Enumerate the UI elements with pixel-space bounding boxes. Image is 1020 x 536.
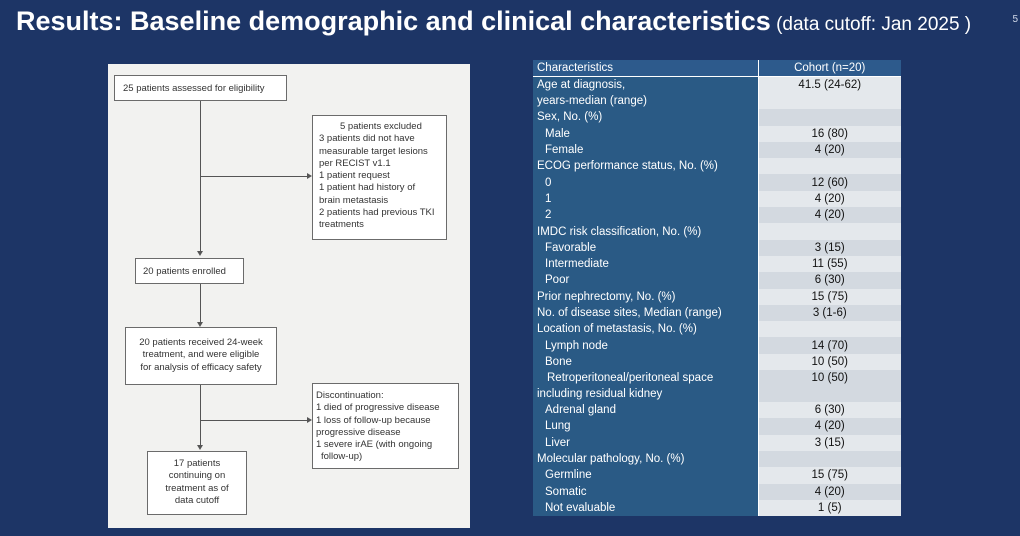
row-value: 10 (50): [758, 370, 901, 402]
flow-box-received: [125, 327, 277, 385]
row-label-text: Liver: [545, 436, 570, 449]
flow-box-excluded: [312, 115, 447, 240]
flow-received-line: treatment, and were eligible: [142, 349, 260, 361]
row-value: 3 (15): [758, 435, 901, 451]
flow-box-discontinuation: [312, 383, 459, 469]
table-row: [533, 402, 901, 418]
flow-discontinuation-line: 1 died of progressive disease: [316, 402, 440, 414]
row-value: 1 (5): [758, 500, 901, 516]
row-label-text: 0: [545, 176, 552, 189]
flow-excluded-line: 1 patient had history of: [319, 182, 416, 194]
row-label-text: IMDC risk classification, No. (%): [537, 225, 702, 238]
row-label: [533, 500, 758, 516]
row-value: [758, 158, 901, 174]
corner-mark: 5: [1012, 14, 1018, 25]
flow-excluded-line: per RECIST v1.1: [319, 157, 391, 169]
row-label: [533, 370, 758, 402]
row-label-text: Female: [545, 144, 584, 157]
row-value: 41.5 (24-62): [758, 77, 901, 110]
characteristics-table: [533, 60, 901, 516]
row-value: 15 (75): [758, 289, 901, 305]
row-label: [533, 126, 758, 142]
flow-excluded-line: brain metastasis: [319, 194, 389, 206]
row-value: 4 (20): [758, 418, 901, 434]
flow-box-assessed: [114, 75, 287, 101]
row-label-text: Retroperitoneal/peritoneal space: [547, 372, 714, 385]
row-label-text: Male: [545, 127, 570, 140]
header-cohort: Cohort (n=20): [758, 60, 901, 77]
row-value: 16 (80): [758, 126, 901, 142]
table-row: [533, 484, 901, 500]
row-label-text: 1: [545, 192, 552, 205]
table-row: [533, 126, 901, 142]
row-value: 6 (30): [758, 402, 901, 418]
flow-continuing-line: continuing on: [168, 470, 226, 482]
flow-arrowhead: [197, 445, 203, 450]
table-row: [533, 370, 901, 402]
row-label: [533, 223, 758, 239]
row-value: 11 (55): [758, 256, 901, 272]
table-row: [533, 305, 901, 321]
flow-continuing-line: data cutoff: [174, 494, 220, 506]
table-row: [533, 223, 901, 239]
flow-connector: [200, 385, 201, 446]
flow-received-line: 20 patients received 24-week: [139, 337, 263, 348]
row-label: [533, 174, 758, 190]
table-row: [533, 321, 901, 337]
flow-excluded-line: measurable target lesions: [319, 145, 428, 157]
row-label-text: ECOG performance status, No. (%): [537, 160, 718, 173]
row-value: 15 (75): [758, 467, 901, 483]
flow-received-line: for analysis of efficacy safety: [140, 361, 262, 373]
row-label-text: Lymph node: [545, 339, 608, 352]
flow-discontinuation-line: progressive disease: [316, 426, 401, 438]
row-value: 4 (20): [758, 191, 901, 207]
row-value: 4 (20): [758, 484, 901, 500]
row-label-text: Germline: [545, 469, 592, 482]
table-row: [533, 207, 901, 223]
flow-continuing-line: treatment as of: [165, 482, 229, 494]
row-label: [533, 77, 758, 110]
flow-assessed-text: 25 patients assessed for eligibility: [123, 83, 265, 94]
table-row: [533, 289, 901, 305]
row-value: 4 (20): [758, 207, 901, 223]
row-value: [758, 223, 901, 239]
flow-box-continuing: [147, 451, 247, 515]
table-row: [533, 272, 901, 288]
table-row: [533, 418, 901, 434]
table-row: [533, 174, 901, 190]
flow-discontinuation-line: 1 loss of follow-up because: [316, 414, 431, 426]
row-label-text: Intermediate: [545, 258, 609, 271]
table-row: [533, 467, 901, 483]
row-value: [758, 321, 901, 337]
row-label-text: No. of disease sites, Median (range): [537, 307, 722, 319]
row-value: 10 (50): [758, 354, 901, 370]
row-label-text: years-median (range): [537, 95, 647, 108]
consort-diagram: [108, 64, 470, 528]
table-row: [533, 109, 901, 125]
row-value: 12 (60): [758, 174, 901, 190]
row-label-text: Bone: [545, 355, 572, 368]
flow-arrowhead: [197, 251, 203, 256]
row-label: [533, 191, 758, 207]
row-label-text: Poor: [545, 274, 570, 287]
row-label: [533, 158, 758, 174]
row-label: [533, 289, 758, 305]
flow-connector: [200, 284, 201, 323]
row-label: [533, 337, 758, 353]
table-row: [533, 191, 901, 207]
row-label: [533, 418, 758, 434]
row-label: [533, 321, 758, 337]
table-row: [533, 158, 901, 174]
table-header-row: [533, 60, 901, 77]
table-row: [533, 256, 901, 272]
table-body: [533, 77, 901, 516]
row-value: 14 (70): [758, 337, 901, 353]
row-label: [533, 402, 758, 418]
table-row: [533, 451, 901, 467]
flow-discontinuation-line: Discontinuation:: [316, 390, 384, 401]
flow-excluded-line: 5 patients excluded: [340, 121, 422, 132]
table-row: [533, 240, 901, 256]
table-row: [533, 337, 901, 353]
flow-excluded-line: treatments: [319, 219, 364, 231]
flow-continuing-line: 17 patients: [173, 458, 221, 469]
row-label: [533, 451, 758, 467]
table-row: [533, 435, 901, 451]
row-label: [533, 240, 758, 256]
flow-enrolled-text: 20 patients enrolled: [143, 266, 226, 277]
row-label: [533, 354, 758, 370]
row-value: 4 (20): [758, 142, 901, 158]
table-row: [533, 142, 901, 158]
row-label: [533, 467, 758, 483]
row-label-text: Sex, No. (%): [537, 111, 603, 124]
row-label-text: Not evaluable: [545, 501, 616, 514]
slide-title-main: Results: Baseline demographic and clinical characteristics: [16, 6, 771, 36]
row-label-text: Age at diagnosis,: [537, 79, 626, 92]
flow-connector: [200, 420, 308, 421]
row-label-text: Location of metastasis, No. (%): [537, 323, 697, 336]
row-label: [533, 305, 758, 321]
row-label-text: 2: [545, 209, 552, 222]
row-label: [533, 272, 758, 288]
header-characteristics: Characteristics: [533, 60, 758, 77]
row-value: 3 (1-6): [758, 305, 901, 321]
row-label: [533, 109, 758, 125]
row-label: [533, 435, 758, 451]
row-value: 6 (30): [758, 272, 901, 288]
row-value: [758, 109, 901, 125]
flow-excluded-line: 3 patients did not have: [319, 133, 415, 145]
row-label: [533, 484, 758, 500]
flow-discontinuation-line: follow-up): [321, 451, 363, 463]
flow-excluded-line: 2 patients had previous TKI: [319, 207, 435, 219]
row-label: [533, 256, 758, 272]
slide-title: [16, 6, 971, 37]
table-row: [533, 500, 901, 516]
row-value: 3 (15): [758, 240, 901, 256]
slide-title-subtitle: (data cutoff: Jan 2025 ): [770, 14, 972, 35]
flow-box-enrolled: [135, 258, 244, 284]
table-row: [533, 77, 901, 110]
row-label-text: Adrenal gland: [545, 404, 616, 417]
row-value: [758, 451, 901, 467]
flow-connector: [200, 176, 308, 177]
flow-discontinuation-line: 1 severe irAE (with ongoing: [316, 439, 433, 451]
row-label-text: Lung: [545, 420, 571, 433]
row-label: [533, 207, 758, 223]
row-label-text: including residual kidney: [537, 388, 663, 401]
row-label-text: Molecular pathology, No. (%): [537, 453, 685, 466]
flow-excluded-line: 1 patient request: [319, 170, 390, 182]
row-label-text: Prior nephrectomy, No. (%): [537, 290, 676, 303]
table-row: [533, 354, 901, 370]
row-label-text: Favorable: [545, 241, 597, 254]
row-label-text: Somatic: [545, 485, 587, 498]
row-label: [533, 142, 758, 158]
